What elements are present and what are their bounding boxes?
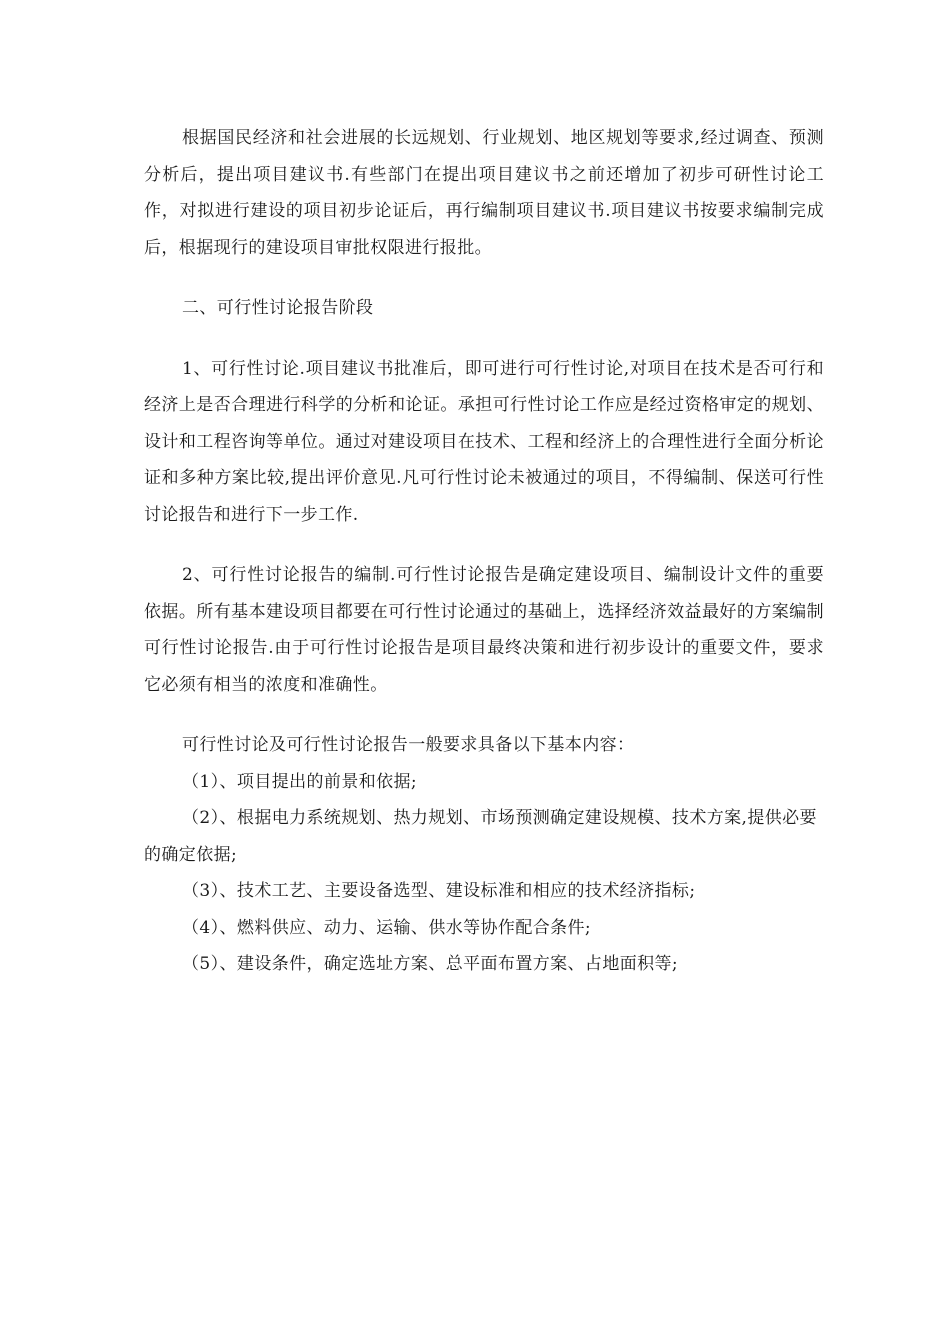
paragraph-project-proposal: 根据国民经济和社会进展的长远规划、行业规划、地区规划等要求,经过调查、预测分析后，提出项目建议书.有些部门在提出项目建议书之前还增加了初步可研性讨论工作，对拟进行建设的项目初步论证后，再行编制项目建议书.项目建议书按要求编制完成后，根据现行的建设项目审批权限进行报批。 [144, 128, 824, 258]
list-item: （4）、燃料供应、动力、运输、供水等协作配合条件; [182, 917, 592, 938]
list-item: （1）、项目提出的前景和依据; [182, 771, 418, 792]
paragraph-report-compilation: 2、可行性讨论报告的编制.可行性讨论报告是确定建设项目、编制设计文件的重要依据。所有基本建设项目都要在可行性讨论通过的基础上，选择经济效益最好的方案编制可行性讨论报告.由于可行性讨论报告是项目最终决策和进行初步设计的重要文件，要求它必须有相当的浓度和准确性。 [144, 565, 824, 695]
document-body [144, 120, 824, 983]
list-item: （3）、技术工艺、主要设备选型、建设标准和相应的技术经济指标; [182, 881, 696, 901]
list-item: （2）、根据电力系统规划、热力规划、市场预测确定建设规模、技术方案,提供必要的确定依据; [144, 808, 817, 865]
list-item: （5）、建设条件，确定选址方案、总平面布置方案、占地面积等; [182, 954, 679, 974]
paragraph-feasibility-study: 1、可行性讨论.项目建议书批准后，即可进行可行性讨论,对项目在技术是否可行和经济上是否合理进行科学的分析和论证。承担可行性讨论工作应是经过资格审定的规划、设计和工程咨询等单位。通过对建设项目在技术、工程和经济上的合理性进行全面分析论证和多种方案比较,提出评价意见.凡可行性讨论未被通过的项目，不得编制、保送可行性讨论报告和进行下一步工作. [144, 358, 824, 525]
section-heading-feasibility-stage: 二、可行性讨论报告阶段 [182, 298, 374, 318]
paragraph-basic-content-intro: 可行性讨论及可行性讨论报告一般要求具备以下基本内容： [182, 735, 635, 755]
